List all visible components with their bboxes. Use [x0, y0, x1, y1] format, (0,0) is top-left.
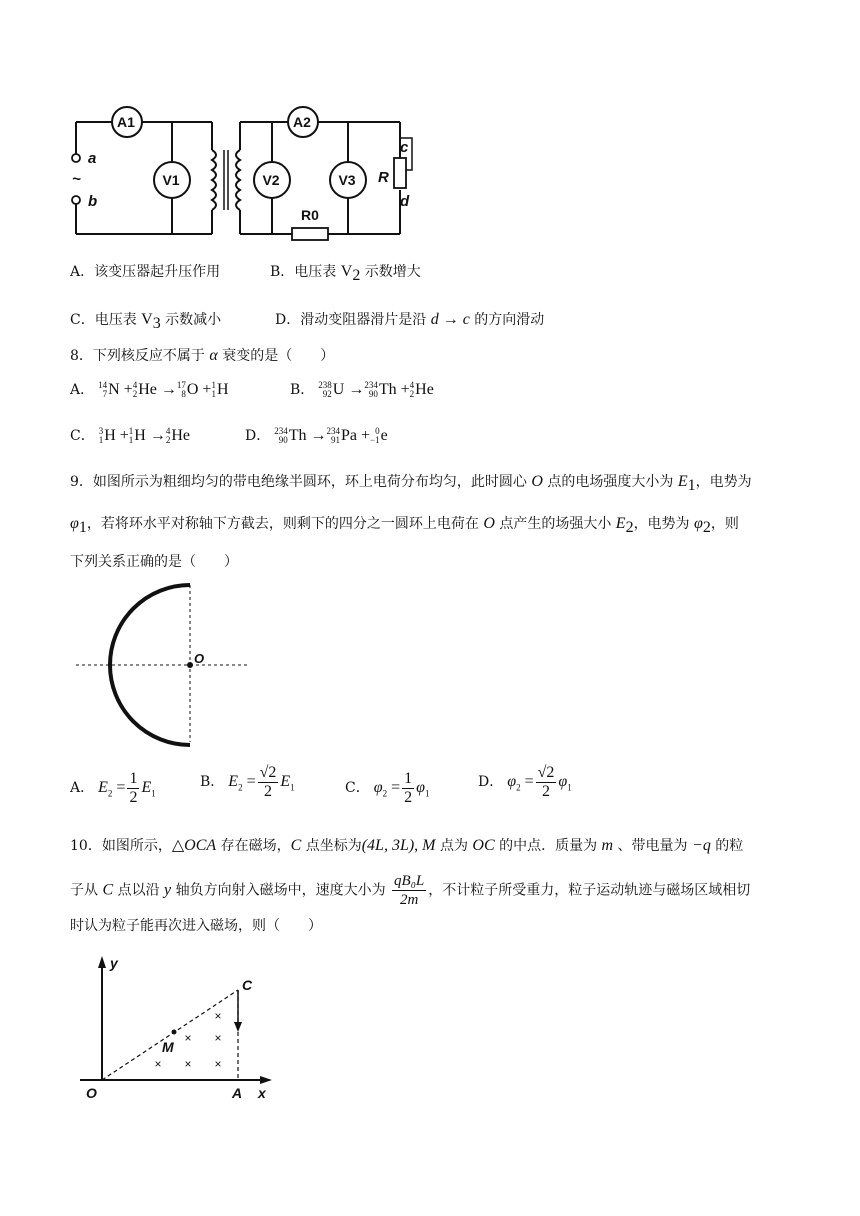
q10-stem-line2: 子从 C 点以沿 y 轴负方向射入磁场中，速度大小为 $\frac{\text{qB₀L}}{2m}$ ，不计粒子所受重力，粒子运动轨迹与磁场区域相切 — [70, 873, 751, 908]
y-axis-label: y — [110, 955, 118, 971]
terminal-a-label: a — [88, 150, 97, 167]
field-cross: × — [214, 1031, 222, 1045]
voltmeter-v2-label: V2 — [262, 172, 280, 188]
q9-stem-line1: 9．如图所示为粗细均匀的带电绝缘半圆环，环上电荷分布均匀，此时圆心 O 点的电场强度大小为 $E_1$，电势为 — [70, 473, 752, 494]
field-cross: × — [214, 1009, 222, 1023]
ammeter-a1-label: A1 — [117, 114, 135, 130]
q8-option-a: A． 14 7 N + 4 2 He → 17 8 O + 1 1 H — [70, 380, 229, 400]
q9-option-c: C． $\varphi_2$ = $\frac{1}{2}$ $\varphi_1$ — [345, 770, 430, 806]
q8-option-b: B． 238 92 U → 234 90 Th + 4 2 He — [290, 380, 434, 400]
origin-o-label: O — [86, 1085, 97, 1101]
q9-option-a: A． $E_2$ = $\frac{1}{2}$ $E_1$ — [70, 770, 156, 806]
q9-stem-line2: $\varphi_1$，若将环水平对称轴下方截去，则剩下的四分之一圆环上电荷在 O 点产生的场强大小 $E_2$，电势为 $\varphi_2$，则 — [70, 515, 739, 536]
voltmeter-v3-label: V3 — [338, 172, 356, 188]
q7-option-c: C．电压表 $V_3$ 示数减小 — [70, 311, 222, 332]
terminal-b-label: b — [88, 193, 98, 210]
q10-stem-line3: 时认为粒子能再次进入磁场，则（ ） — [70, 918, 322, 934]
q9-option-d: D． $\varphi_2$ = $\frac{√2}{2}$ $\varphi_1$ — [478, 764, 572, 800]
q7-option-b: B．电压表 $V_2$ 示数增大 — [270, 263, 421, 284]
triangle-magnetic-field-figure — [76, 950, 286, 1110]
q9-option-b: B． $E_2$ = $\frac{√2}{2}$ $E_1$ — [200, 764, 295, 800]
field-cross: × — [184, 1057, 192, 1071]
field-cross: × — [214, 1057, 222, 1071]
q8-stem: 8．下列核反应不属于 α 衰变的是（ ） — [70, 347, 335, 364]
q9-stem-line3: 下列关系正确的是（ ） — [70, 554, 238, 570]
slider-end-d-label: d — [400, 193, 410, 210]
field-cross: × — [154, 1057, 162, 1071]
x-axis-label: x — [258, 1085, 266, 1101]
semicircle-ring-figure — [70, 580, 260, 760]
center-o-label: O — [194, 651, 205, 666]
voltmeter-v1-label: V1 — [162, 172, 180, 188]
resistor-r0-label: R0 — [301, 207, 319, 223]
rheostat-r-label: R — [378, 169, 389, 186]
q7-option-a: A．该变压器起升压作用 — [70, 264, 221, 280]
point-m-label: M — [162, 1039, 174, 1055]
transformer-circuit-diagram — [60, 100, 430, 250]
point-a-label: A — [232, 1085, 243, 1101]
q7-option-d: D．滑动变阻器滑片是沿 d → c 的方向滑动 — [275, 311, 545, 328]
q8-option-c: C． 3 1 H + 1 1 H → 4 2 He — [70, 426, 191, 446]
q10-stem-line1: 10．如图所示，△OCA 存在磁场，C 点坐标为(4L, 3L), M 点为 OC 的中点．质量为 m 、带电量为 −q 的粒 — [70, 837, 744, 854]
ammeter-a2-label: A2 — [293, 114, 311, 130]
q8-option-d: D． 234 90 Th → 234 91 Pa + 0 −1 e — [245, 426, 388, 446]
field-cross: × — [184, 1031, 192, 1045]
ac-source-symbol: ~ — [72, 171, 81, 188]
point-c-label: C — [242, 977, 253, 993]
slider-end-c-label: c — [400, 139, 409, 156]
